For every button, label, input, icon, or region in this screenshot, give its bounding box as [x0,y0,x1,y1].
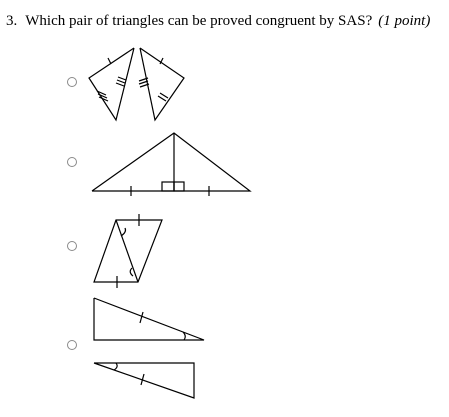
question-number: 3. [6,13,18,29]
option-c-figure [94,214,162,288]
option-d-bottom-triangle [94,363,194,398]
option-a-figure [89,48,184,120]
option-a-left-triangle [89,48,134,120]
question-text: Which pair of triangles can be proved congruent by SAS? [25,13,373,29]
option-b-figure [92,133,250,196]
option-d-figure [94,298,204,398]
question-points: (1 point) [378,13,431,29]
option-a-right-triangle [139,48,184,120]
option-d-top-triangle [94,298,204,340]
